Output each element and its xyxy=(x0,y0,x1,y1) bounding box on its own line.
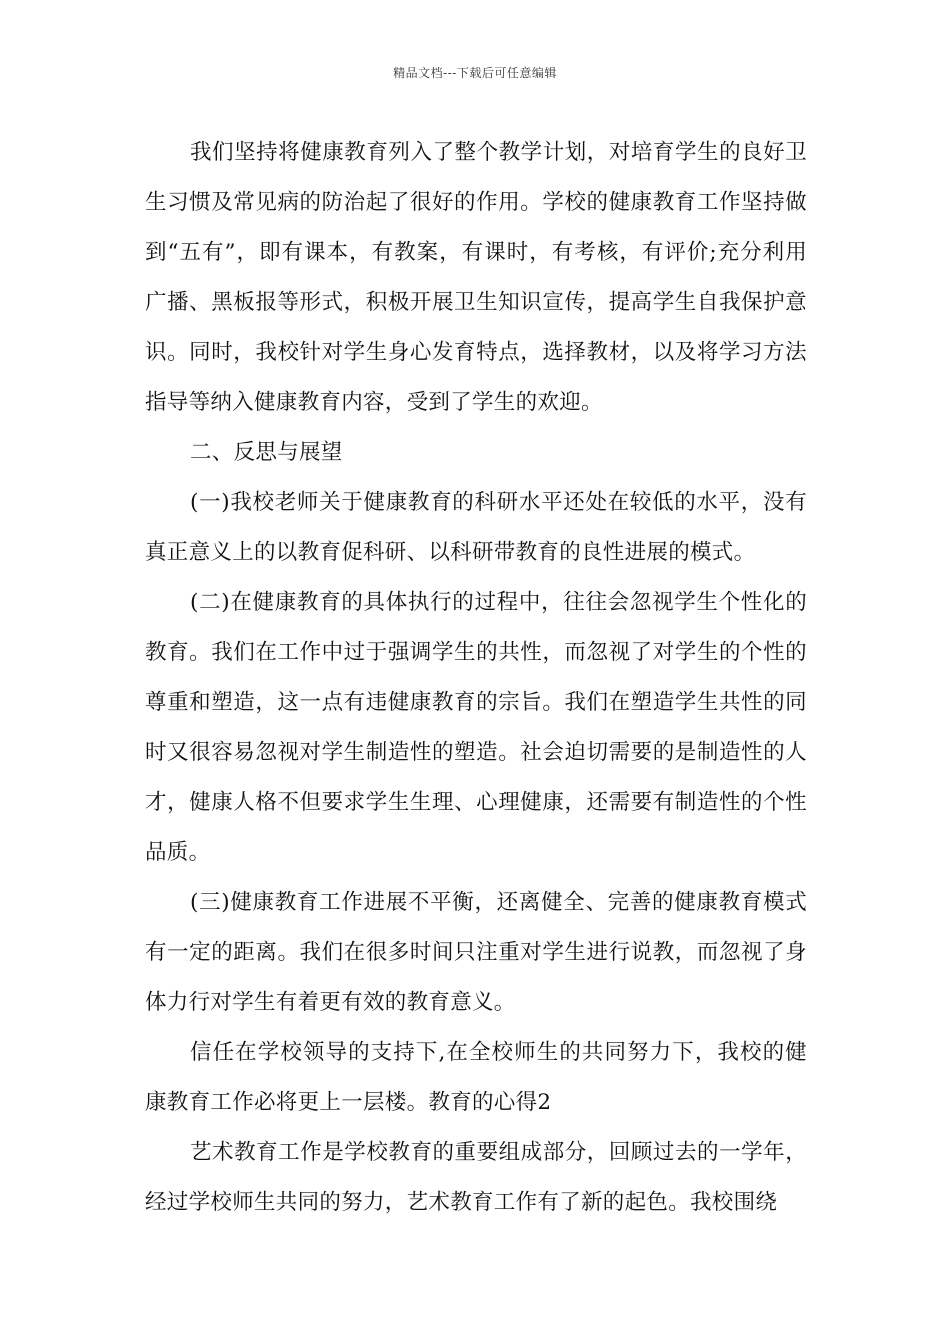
document-body xyxy=(145,128,807,1228)
paragraph-point-1: (一)我校老师关于健康教育的科研水平还处在较低的水平，没有真正意义上的以教育促科研、以科研带教育的良性进展的模式。 xyxy=(145,490,807,565)
paragraph-conclusion: 信任在学校领导的支持下,在全校师生的共同努力下，我校的健康教育工作必将更上一层楼。教育的心得2 xyxy=(145,1040,807,1115)
paragraph-health-education-plan: 我们坚持将健康教育列入了整个教学计划，对培育学生的良好卫生习惯及常见病的防治起了很好的作用。学校的健康教育工作坚持做到“五有”，即有课本，有教案，有课时，有考核，有评价;充分利用广播、黑板报等形式，积极开展卫生知识宣传，提高学生自我保护意识。同时，我校针对学生身心发育特点，选择教材，以及将学习方法指导等纳入健康教育内容，受到了学生的欢迎。 xyxy=(145,140,807,415)
paragraph-point-3: (三)健康教育工作进展不平衡，还离健全、完善的健康教育模式有一定的距离。我们在很多时间只注重对学生进行说教，而忽视了身体力行对学生有着更有效的教育意义。 xyxy=(145,890,807,1015)
paragraph-art-education: 艺术教育工作是学校教育的重要组成部分，回顾过去的一学年，经过学校师生共同的努力，艺术教育工作有了新的起色。我校围绕 xyxy=(145,1140,807,1215)
page-header: 精品文档---下载后可任意编辑 xyxy=(393,66,557,80)
section-heading-reflection: 二、反思与展望 xyxy=(190,440,343,465)
paragraph-point-2: (二)在健康教育的具体执行的过程中，往往会忽视学生个性化的教育。我们在工作中过于强调学生的共性，而忽视了对学生的个性的尊重和塑造，这一点有违健康教育的宗旨。我们在塑造学生共性的同时又很容易忽视对学生制造性的塑造。社会迫切需要的是制造性的人才，健康人格不但要求学生生理、心理健康，还需要有制造性的个性品质。 xyxy=(145,590,807,865)
